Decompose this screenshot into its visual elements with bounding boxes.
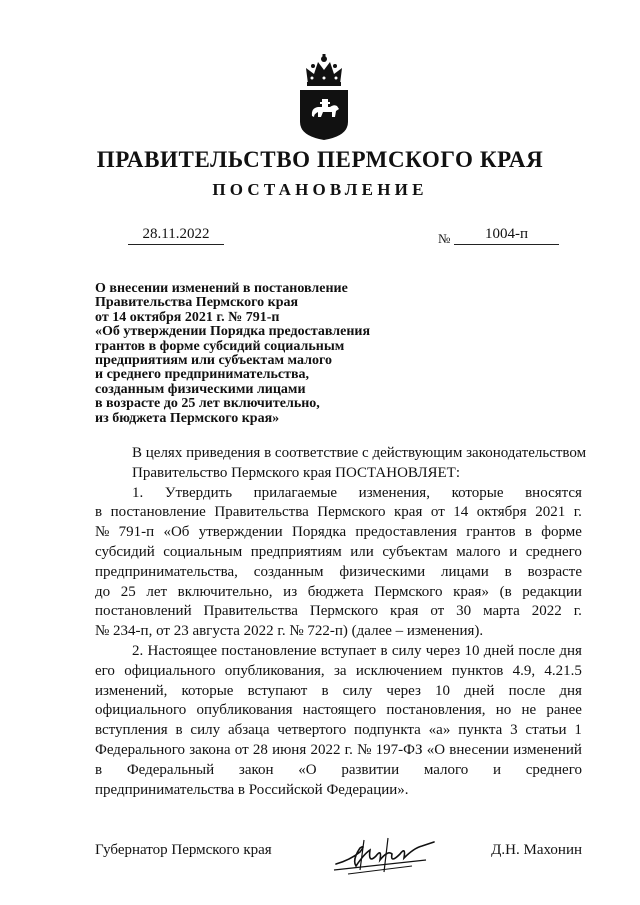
body-line xyxy=(95,622,582,642)
word: «а» xyxy=(428,722,451,739)
body-line xyxy=(95,523,582,543)
word: вступления xyxy=(95,722,168,739)
word: № xyxy=(357,741,372,758)
word: Настоящее xyxy=(147,642,218,659)
body-line xyxy=(95,602,582,622)
word: дня xyxy=(559,682,582,699)
word: 3 xyxy=(510,722,518,739)
word: развитии xyxy=(341,761,400,778)
number-sign: № xyxy=(438,231,451,246)
subject-line: в возрасте до 25 лет включительно, xyxy=(95,396,320,412)
body-line xyxy=(95,662,582,682)
word: малого xyxy=(456,543,501,560)
word: в xyxy=(524,524,532,541)
word: ранее xyxy=(546,702,582,719)
word: через xyxy=(425,642,461,659)
word: предпринимательства, xyxy=(95,563,238,580)
word: июня xyxy=(272,741,307,758)
word: силу xyxy=(391,642,422,659)
word: вносятся xyxy=(525,484,582,501)
word: 2. xyxy=(132,642,144,659)
word: 2021 xyxy=(535,504,566,521)
word: дня xyxy=(559,642,582,659)
word: постановление xyxy=(221,642,317,659)
preamble-line: В целях приведения в соответствие с действующим законодательством xyxy=(132,445,587,461)
government-title: ПРАВИТЕЛЬСТВО ПЕРМСКОГО КРАЯ xyxy=(96,147,544,172)
word: лет xyxy=(146,583,168,600)
word: в xyxy=(504,563,512,580)
word: в xyxy=(380,642,388,659)
word: № xyxy=(95,524,110,541)
document-subject xyxy=(95,282,415,426)
word: г. xyxy=(344,741,353,758)
subject-line: грантов в форме субсидий социальным xyxy=(95,338,345,354)
body-line xyxy=(95,464,582,484)
word: и xyxy=(493,761,502,778)
word: статьи xyxy=(525,722,567,739)
word: в xyxy=(175,722,183,739)
word: г. xyxy=(573,603,582,620)
word: закон xyxy=(238,761,274,778)
word: 30 xyxy=(456,603,472,620)
word: после xyxy=(508,682,546,699)
word: от xyxy=(430,504,445,521)
word: грантов xyxy=(466,524,516,541)
word: Федерального xyxy=(95,741,186,758)
word: через xyxy=(386,682,421,699)
word: вступают xyxy=(247,682,308,699)
word: постановлений xyxy=(95,603,192,620)
word: из xyxy=(283,583,298,600)
word: вступает xyxy=(320,642,377,659)
word: 10 xyxy=(435,682,450,699)
word: лицами xyxy=(441,563,489,580)
word: которые xyxy=(451,484,504,501)
word: редакции xyxy=(522,583,582,600)
handwritten-signature-icon xyxy=(330,830,440,878)
subject-line: и среднего предпринимательства, xyxy=(95,367,310,383)
word: в xyxy=(95,504,103,521)
word: в xyxy=(321,682,329,699)
document-number: 1004-п xyxy=(454,226,559,245)
word: 25 xyxy=(120,583,136,600)
document-body xyxy=(95,444,587,800)
signer-position: Губернатор Пермского края xyxy=(95,842,272,858)
word: за xyxy=(333,662,347,679)
body-line xyxy=(95,781,582,801)
perm-krai-coat-of-arms-icon xyxy=(296,54,352,140)
body-line xyxy=(95,543,582,563)
word: силу xyxy=(190,722,221,739)
word: Федеральный xyxy=(126,761,215,778)
subject-line: из бюджета Пермского края» xyxy=(95,410,280,426)
word: не xyxy=(521,702,537,719)
word: дней xyxy=(483,642,515,659)
word: «Об xyxy=(163,524,190,541)
word: октября xyxy=(476,504,527,521)
word: постановление xyxy=(110,504,206,521)
document-date: 28.11.2022 xyxy=(128,226,224,245)
word: края xyxy=(390,603,419,620)
word: официального xyxy=(124,662,216,679)
word: пункта xyxy=(458,722,503,739)
word: после xyxy=(518,642,556,659)
word: силу xyxy=(342,682,373,699)
word: опубликования xyxy=(196,702,293,719)
word: 791-п xyxy=(118,524,155,541)
body-line xyxy=(95,721,582,741)
word: 14 xyxy=(453,504,469,521)
word: 1 xyxy=(574,722,582,739)
word: закона xyxy=(189,741,231,758)
word: четвертого xyxy=(277,722,347,739)
word: официального xyxy=(95,702,187,719)
word: Утвердить xyxy=(164,484,233,501)
word: изменения, xyxy=(358,484,430,501)
word: Правительства xyxy=(203,603,298,620)
body-line xyxy=(95,701,582,721)
word: социальным xyxy=(163,543,243,560)
word: Правительства xyxy=(214,504,309,521)
word: 2022 xyxy=(310,741,341,758)
word: края xyxy=(394,504,423,521)
word: изменений xyxy=(513,741,582,758)
word: но xyxy=(495,702,512,719)
word: утверждении xyxy=(198,524,283,541)
word: которые xyxy=(181,682,234,699)
preamble-line: Правительство Пермского края ПОСТАНОВЛЯЕТ: xyxy=(132,464,461,481)
body-line xyxy=(95,503,582,523)
word: возрасте xyxy=(527,563,582,580)
word: субъектам xyxy=(382,543,448,560)
word: дней xyxy=(464,682,495,699)
word: и xyxy=(509,543,518,560)
word: края» xyxy=(453,583,489,600)
body-line xyxy=(95,642,582,662)
subject-line: созданным физическими лицами xyxy=(95,381,306,397)
body-line xyxy=(95,444,587,464)
word: малого xyxy=(423,761,469,778)
word: настоящего xyxy=(302,702,377,719)
body-line xyxy=(95,563,582,583)
word: «О xyxy=(298,761,317,778)
word: 197-ФЗ xyxy=(375,741,423,758)
body-line xyxy=(95,583,582,603)
word: субсидий xyxy=(95,543,155,560)
body-line xyxy=(95,761,582,781)
word: 4.9, xyxy=(512,662,536,679)
document-type: ПОСТАНОВЛЕНИЕ xyxy=(212,180,428,199)
word: постановления, xyxy=(386,702,486,719)
word: его xyxy=(95,662,115,679)
word: пунктов xyxy=(451,662,504,679)
word: Пермского xyxy=(317,504,386,521)
word: предприятиям xyxy=(250,543,342,560)
word: Пермского xyxy=(309,603,379,620)
subject-line: «Об утверждении Порядка предоставления xyxy=(95,324,371,340)
subject-line: Правительства Пермского края xyxy=(95,295,299,311)
signer-name: Д.Н. Махонин xyxy=(491,842,582,858)
word: среднего xyxy=(525,543,582,560)
word: внесении xyxy=(449,741,510,758)
word: опубликования, xyxy=(224,662,325,679)
word: до xyxy=(95,583,111,600)
word: Порядка xyxy=(292,524,347,541)
word: г. xyxy=(573,504,582,521)
word: прилагаемые xyxy=(253,484,338,501)
word: от xyxy=(430,603,445,620)
subject-line: от 14 октября 2021 г. № 791-п xyxy=(95,309,280,325)
word: исключением xyxy=(355,662,443,679)
paragraph-line: предпринимательства в Российской Федерации». xyxy=(95,781,409,798)
word: 4.21.5 xyxy=(544,662,582,679)
body-line xyxy=(95,741,582,761)
word: изменений, xyxy=(95,682,168,699)
word: «О xyxy=(426,741,446,758)
word: марта xyxy=(483,603,520,620)
subject-line: предприятиям или субъектам малого xyxy=(95,353,332,369)
word: абзаца xyxy=(227,722,270,739)
word: бюджета xyxy=(307,583,364,600)
word: (в xyxy=(499,583,512,600)
word: 28 xyxy=(252,741,268,758)
word: созданным xyxy=(253,563,324,580)
word: физическими xyxy=(339,563,426,580)
word: подпункта xyxy=(354,722,421,739)
word: форме xyxy=(541,524,582,541)
word: предоставления xyxy=(355,524,457,541)
word: Пермского xyxy=(374,583,443,600)
body-line xyxy=(95,484,582,504)
body-line xyxy=(95,682,582,702)
word: от xyxy=(234,741,249,758)
word: 2022 xyxy=(531,603,562,620)
word: в xyxy=(95,761,103,778)
word: 1. xyxy=(132,484,144,501)
subject-line: О внесении изменений в постановление xyxy=(95,281,348,296)
paragraph-line: № 234-п, от 23 августа 2022 г. № 722-п) (далее – изменения). xyxy=(95,623,484,640)
word: 10 xyxy=(464,642,480,659)
word: среднего xyxy=(525,761,582,778)
word: или xyxy=(350,543,374,560)
word: включительно, xyxy=(177,583,273,600)
